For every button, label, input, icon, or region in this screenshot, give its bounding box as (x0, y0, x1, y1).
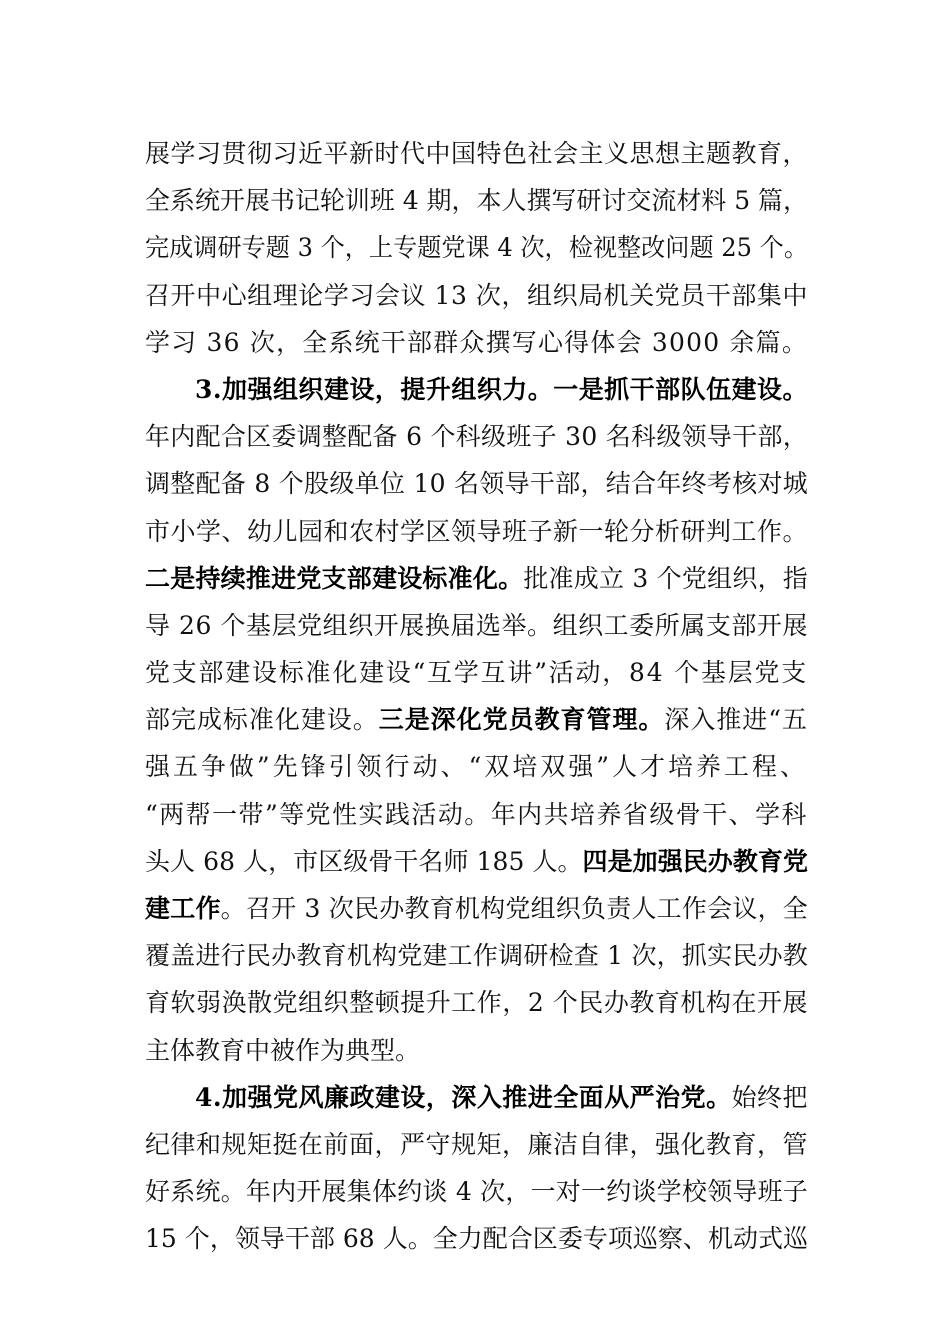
line-content (145, 791, 808, 838)
text-run: 好系统。年内开展集体约谈 4 次，一对一约谈学校领导班子 (145, 1177, 809, 1207)
line-content (145, 1215, 808, 1262)
bold-text-run: 四是加强民办教育党 (582, 846, 809, 876)
text-run: 。召开 3 次民办教育机构党组织负责人工作会议，全 (220, 894, 809, 923)
text-line (145, 177, 810, 224)
line-content (145, 743, 808, 790)
text-run: 导 26 个基层党组织开展换届选举。组织工委所属支部开展 (145, 610, 809, 640)
text-run: 市小学、幼儿园和农村学区领导班子新一轮分析研判工作。 (145, 516, 808, 546)
line-content (145, 460, 808, 507)
text-run: 始终把 (731, 1082, 809, 1112)
text-run: 部完成标准化建设。 (145, 705, 379, 735)
text-line (145, 1121, 810, 1168)
line-content (145, 319, 808, 366)
text-line (145, 979, 810, 1026)
text-run: 调整配备 8 个股级单位 10 名领导干部，结合年终考核对城 (145, 469, 809, 499)
text-line (145, 460, 810, 507)
text-line (145, 224, 810, 271)
text-run: 主体教育中被作为典型。 (145, 1035, 421, 1065)
text-line (145, 1027, 810, 1074)
text-line (145, 932, 810, 979)
text-run: 完成调研专题 3 个，上专题党课 4 次，检视整改问题 25 个。 (145, 233, 808, 263)
text-line (145, 555, 810, 602)
line-content (145, 649, 808, 696)
line-content (145, 555, 808, 602)
line-content (145, 130, 808, 177)
bold-text-run: 3.加强组织建设，提升组织力。一是抓干部队伍建设。 (195, 374, 808, 404)
line-content (145, 932, 808, 979)
line-content (195, 1074, 808, 1121)
text-run: 深入推进“五 (664, 705, 809, 735)
line-content (145, 696, 808, 743)
text-line (145, 1215, 810, 1262)
line-content (145, 838, 808, 885)
text-run: 批准成立 3 个党组织，指 (523, 563, 809, 593)
text-line (145, 602, 810, 649)
text-line (145, 649, 810, 696)
text-run: 学习 36 次，全系统干部群众撰写心得体会 3000 余篇。 (145, 327, 809, 357)
text-line (145, 508, 810, 555)
bold-text-run: 建工作 (145, 894, 221, 923)
document-body (145, 130, 810, 1263)
line-content (145, 272, 808, 319)
text-run: 覆盖进行民办教育机构党建工作调研检查 1 次，抓实民办教 (145, 941, 809, 971)
text-run: 展学习贯彻习近平新时代中国特色社会主义思想主题教育， (145, 139, 808, 168)
bold-text-run: 三是深化党员教育管理。 (378, 705, 665, 735)
text-line (145, 413, 810, 460)
text-line (145, 791, 810, 838)
text-run: 召开中心组理论学习会议 13 次，组织局机关党员干部集中 (145, 280, 809, 310)
text-run: 头人 68 人，市区级骨干名师 185 人。 (145, 846, 583, 876)
text-line (145, 696, 810, 743)
text-run: 强五争做”先锋引领行动、“双培双强”人才培养工程、 (145, 752, 808, 782)
bold-text-run: 二是持续推进党支部建设标准化。 (145, 563, 524, 593)
paragraph-heading-line (145, 366, 810, 413)
line-content (145, 177, 808, 224)
text-line (145, 743, 810, 790)
line-content (145, 224, 808, 271)
line-content (145, 602, 808, 649)
line-content (145, 1027, 420, 1074)
text-line (145, 319, 810, 366)
line-content (145, 413, 808, 460)
line-content (145, 979, 808, 1026)
text-run: “两帮一带”等党性实践活动。年内共培养省级骨干、学科 (145, 799, 808, 829)
text-run: 纪律和规矩挺在前面，严守规矩，廉洁自律，强化教育，管 (145, 1129, 808, 1159)
text-run: 年内配合区委调整配备 6 个科级班子 30 名科级领导干部， (145, 422, 809, 452)
text-run: 育软弱涣散党组织整顿提升工作，2 个民办教育机构在开展 (145, 988, 809, 1018)
line-content (145, 1168, 808, 1215)
paragraph-heading-line (145, 1074, 810, 1121)
text-line (145, 1168, 810, 1215)
text-line (145, 272, 810, 319)
text-run: 党支部建设标准化建设“互学互讲”活动，84 个基层党支 (145, 658, 808, 688)
text-line (145, 838, 810, 885)
bold-text-run: 4.加强党风廉政建设，深入推进全面从严治党。 (195, 1082, 732, 1112)
line-content (145, 885, 808, 932)
line-content (145, 1121, 808, 1168)
text-line (145, 885, 810, 932)
line-content (145, 508, 808, 555)
text-line (145, 130, 810, 177)
text-run: 15 个，领导干部 68 人。全力配合区委专项巡察、机动式巡 (145, 1224, 809, 1254)
line-content (195, 366, 808, 413)
text-run: 全系统开展书记轮训班 4 期，本人撰写研讨交流材料 5 篇， (145, 186, 809, 216)
